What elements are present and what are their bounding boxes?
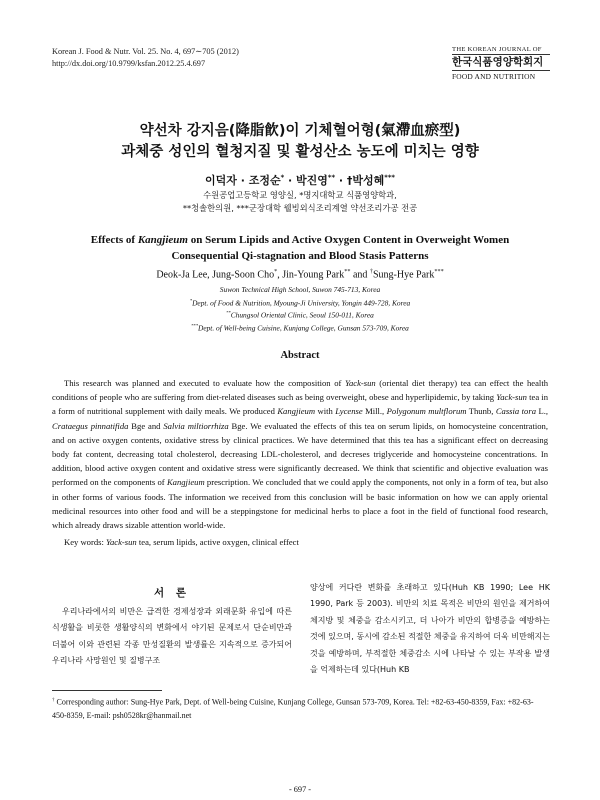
corresponding-mark: † [52, 698, 55, 703]
intro-right-column: 양상에 커다란 변화를 초래하고 있다(Huh KB 1990; Lee HK 1990, Park 등 2003). 비만의 치료 목적은 비만의 원인을 제거하여 체지방 및 체중을 감소시키고, 더 나아가 비만의 합병증을 예방하는 것에 있으며, 동시에 감소된 적절한 체중을 유지하여 더욱 비만해지는 것을 예방하며, 부적절한 체중감소 시에 나타날 수 있는 부작용 발생을 억제하는데 있다(Huh KB [310, 583, 550, 675]
section-heading-intro: 서 론 [154, 587, 190, 599]
and-text: and [350, 269, 370, 281]
affil-mark: *** [434, 268, 444, 275]
authors-en [40, 268, 560, 280]
affiliation-line: ***Dept. of Well-being Cuisine, Kunjang College, Gunsan 573-709, Korea [191, 323, 409, 333]
author-name: Sung-Hye Park [372, 269, 435, 281]
paper-title-en [40, 232, 560, 264]
affil-mark: *** [384, 173, 395, 182]
footnote-divider [52, 690, 162, 691]
authors-ko [40, 172, 560, 188]
author-name: Deok-Ja Lee, Jung-Soon Cho [156, 269, 275, 281]
author-name: · 박진영 [284, 174, 328, 187]
journal-name-en-bottom: FOOD AND NUTRITION [452, 70, 550, 81]
corresponding-mark: · † [335, 174, 353, 187]
affiliation-line: Suwon Technical High School, Suwon 745-713, Korea [219, 285, 381, 294]
author-name: 박성혜 [352, 174, 385, 187]
affil-mark: ** [327, 173, 336, 182]
title-en-line: Effects of Kangjieum on Serum Lipids and Active Oxygen Content in Overweight Women [90, 234, 510, 246]
author-name: , Jin-Young Park [277, 269, 345, 281]
title-ko-line: 약선차 강지음(降脂飮)이 기체혈어형(氣滯血瘀型) [139, 123, 461, 139]
title-en-line: Consequential Qi-stagnation and Blood Stasis Patterns [171, 250, 429, 262]
journal-name-en-top: THE KOREAN JOURNAL OF [452, 46, 550, 55]
journal-name-ko: 한국식품영양학회지 [452, 56, 544, 68]
affil-mark: ** [344, 268, 351, 275]
abstract-heading: Abstract [280, 350, 320, 361]
intro-left-column: 우리나라에서의 비만은 급격한 경제성장과 외래문화 유입에 따른 식생활을 비롯한 생활양식의 변화에서 야기된 문제로서 단순비만과 더불어 이와 관련된 각종 만성질환의 발생률은 지속적으로 증가되어 우리나라 사망원인 및 질병구조 [52, 607, 292, 666]
affiliations-ko [40, 189, 560, 215]
doi-link[interactable]: http://dx.doi.org/10.9799/ksfan.2012.25.4.697 [52, 58, 206, 68]
citation-line: Korean J. Food & Nutr. Vol. 25. No. 4, 697∼705 (2012) [52, 47, 239, 56]
keywords: Key words: Yack-sun tea, serum lipids, active oxygen, clinical effect [64, 537, 299, 547]
affil-mark: * [280, 173, 285, 182]
title-italic: Kangjieum [137, 234, 188, 246]
affiliation-line: *Dept. of Food & Nutrition, Myoung-Ji University, Yongin 449-728, Korea [189, 297, 411, 307]
abstract-body: This research was planned and executed to evaluate how the composition of Yack-sun (oriental diet therapy) tea can effect the health conditions of people who are suffering from diet-related diseases such as being overweight, obese and hyperlipidemic, by taking Yack-sun tea in a form of nutritional supplement with daily meals. We produced Kangjieum with Lycense Mill., Polygonum multflorum Thunb, Cassia tora L., Crataegus pinnatifida Bge and Salvia miltiorrhiza Bge. We evaluated the effects of this tea on serum lipids, on homocysteine concentration, and on active oxygen contents, oxidative stress by clinical practices. We have determined that this tea has a significant effect on decreasing body fat content, decreasing total cholesterol, decreasing LDL-cholesterol, and decreses triglyceride and homocysteine concentrations. In addition, blood active oxygen content and oxidative stress were significantly decreased. We think that scientific and objective evaluation was performed on the components of Kangjieum prescription. We concluded that we could apply the components, not only in a form of tea, but also in other forms of various foods. The information we received from this conclusion will be basic information on how we can apply oriental medicinal resources into other food and will be a steppingstone for medicinal herbs to place a foot in the field of functional food research, which already draws sizable attention world-wide. [52, 378, 549, 531]
keywords-label: Key words: [64, 537, 107, 547]
affiliation-line: 수원공업고등학교 영양실, *명지대학교 식품영양학과, [203, 190, 397, 200]
title-ko-line: 과체중 성인의 혈청지질 및 활성산소 농도에 미치는 영향 [121, 144, 479, 160]
footnote: † Corresponding author: Sung-Hye Park, Dept. of Well-being Cuisine, Kunjang College, Gunsan 573-709, Korea. Tel: +82-63-450-8359, Fax: +82-63-450-8359, E-mail: psh0528kr@hanmail.net [52, 697, 534, 721]
paper-title-ko [40, 121, 560, 163]
affiliations-en [40, 285, 560, 334]
citation-block [52, 46, 239, 69]
corresponding-mark: † [369, 268, 373, 275]
affiliation-line: **Chungsol Oriental Clinic, Seoul 150-011, Korea [226, 310, 374, 320]
affiliation-line: **청솔한의원, ***군장대학 웰빙외식조리계열 약선조리가공 전공 [182, 203, 418, 213]
journal-logo [452, 46, 550, 81]
page-number: - 697 - [288, 785, 312, 794]
affil-mark: * [274, 268, 278, 275]
author-name: 이덕자 · 조정순 [205, 174, 281, 187]
